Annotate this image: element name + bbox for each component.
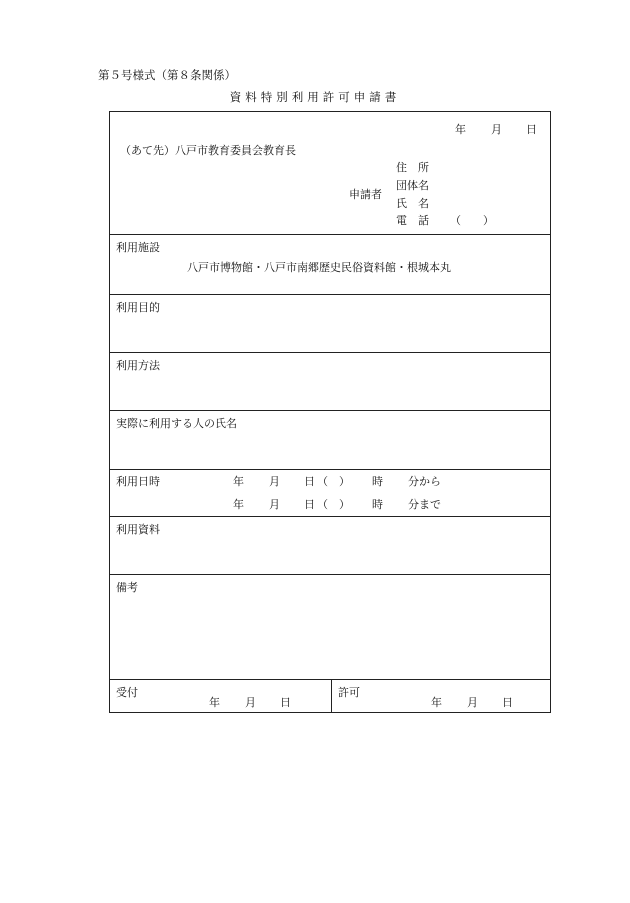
addressee: （あて先）八戸市教育委員会教育長 [120,144,296,157]
end-year-label: 年 [233,498,244,511]
date-month-label: 月 [491,123,502,136]
end-weekday-parentheses: （ ） [317,498,350,511]
group-name-label: 団体名 [396,179,429,192]
date-day-label: 日 [526,123,537,136]
permit-day-label: 日 [502,696,513,709]
permit-year-label: 年 [431,696,442,709]
facility-value: 八戸市博物館・八戸市南郷歴史民俗資料館・根城本丸 [187,261,451,274]
receipt-label: 受付 [116,686,138,699]
receipt-month-label: 月 [245,696,256,709]
applicant-label: 申請者 [349,188,382,201]
date-year-label: 年 [455,123,466,136]
actual-user-name-label: 実際に利用する人の氏名 [116,417,237,430]
permit-month-label: 月 [467,696,478,709]
application-form [109,111,551,713]
document-title: 資料特別利用許可申請書 [229,90,401,104]
start-month-label: 月 [269,475,280,488]
end-to-label: 分まで [408,498,441,511]
phone-label: 電 話 [396,214,429,227]
method-label: 利用方法 [116,359,160,372]
receipt-day-label: 日 [280,696,291,709]
facility-label: 利用施設 [116,241,160,254]
start-from-label: 分から [408,475,441,488]
permit-label: 許可 [338,686,360,699]
phone-parentheses: （ ） [450,214,494,227]
start-hour-label: 時 [372,475,383,488]
start-day-label: 日 [304,475,315,488]
datetime-label: 利用日時 [116,475,160,488]
purpose-label: 利用目的 [116,301,160,314]
address-label: 住 所 [396,161,429,174]
name-label: 氏 名 [396,197,429,210]
start-weekday-parentheses: （ ） [317,475,350,488]
remarks-label: 備考 [116,581,138,594]
materials-label: 利用資料 [116,523,160,536]
receipt-year-label: 年 [209,696,220,709]
start-year-label: 年 [233,475,244,488]
form-number-label: 第５号様式（第８条関係） [98,68,236,82]
end-day-label: 日 [304,498,315,511]
end-month-label: 月 [269,498,280,511]
end-hour-label: 時 [372,498,383,511]
